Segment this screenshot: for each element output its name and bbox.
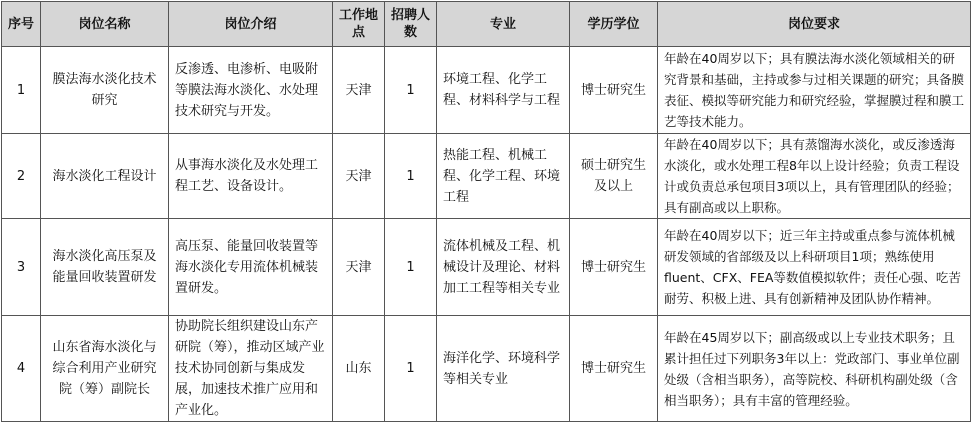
header-requirements: 岗位要求 bbox=[658, 2, 971, 47]
cell-requirements: 年龄在45周岁以下；副高级或以上专业技术职务；且累计担任过下列职务3年以上：党政部门、事业单位副处级（含相当职务），高等院校、科研机构副处级（含相当职务）；具有丰富的管理经验。 bbox=[658, 316, 971, 422]
header-location: 工作地点 bbox=[333, 2, 385, 47]
header-degree: 学历学位 bbox=[570, 2, 658, 47]
cell-seq: 4 bbox=[2, 316, 41, 422]
header-seq: 序号 bbox=[2, 2, 41, 47]
header-count: 招聘人数 bbox=[385, 2, 437, 47]
cell-position: 海水淡化高压泵及能量回收装置研发 bbox=[41, 219, 169, 316]
table-row bbox=[2, 134, 971, 219]
cell-seq: 3 bbox=[2, 219, 41, 316]
table-row bbox=[2, 316, 971, 422]
cell-degree: 博士研究生 bbox=[570, 47, 658, 134]
header-row bbox=[2, 2, 971, 47]
table-row bbox=[2, 219, 971, 316]
cell-requirements: 年龄在40周岁以下；具有膜法海水淡化领域相关的研究背景和基础，主持或参与过相关课题的研究；具备膜表征、模拟等研究能力和研究经验，掌握膜过程和膜工艺等技术能力。 bbox=[658, 47, 971, 134]
cell-degree: 硕士研究生及以上 bbox=[570, 134, 658, 219]
cell-location: 天津 bbox=[333, 219, 385, 316]
cell-major: 热能工程、机械工程、化学工程、环境工程 bbox=[437, 134, 570, 219]
cell-seq: 2 bbox=[2, 134, 41, 219]
cell-location: 天津 bbox=[333, 134, 385, 219]
cell-degree: 博士研究生 bbox=[570, 219, 658, 316]
cell-intro: 协助院长组织建设山东产研院（筹），推动区域产业技术协同创新与集成发展，加速技术推广应用和产业化。 bbox=[169, 316, 333, 422]
cell-intro: 从事海水淡化及水处理工程工艺、设备设计。 bbox=[169, 134, 333, 219]
cell-major: 流体机械及工程、机械设计及理论、材料加工工程等相关专业 bbox=[437, 219, 570, 316]
cell-degree: 博士研究生 bbox=[570, 316, 658, 422]
cell-position: 山东省海水淡化与综合利用产业研究院（筹）副院长 bbox=[41, 316, 169, 422]
header-intro: 岗位介绍 bbox=[169, 2, 333, 47]
cell-count: 1 bbox=[385, 316, 437, 422]
cell-requirements: 年龄在40周岁以下；近三年主持或重点参与流体机械研发领域的省部级及以上科研项目1项；熟练使用fluent、CFX、FEA等数值模拟软件；责任心强、吃苦耐劳、积极上进、具有创新精神及团队协作精神。 bbox=[658, 219, 971, 316]
cell-major: 海洋化学、环境科学等相关专业 bbox=[437, 316, 570, 422]
table-row bbox=[2, 47, 971, 134]
header-position: 岗位名称 bbox=[41, 2, 169, 47]
recruitment-table bbox=[1, 1, 971, 422]
cell-count: 1 bbox=[385, 47, 437, 134]
cell-seq: 1 bbox=[2, 47, 41, 134]
cell-intro: 反渗透、电渗析、电吸附等膜法海水淡化、水处理技术研究与开发。 bbox=[169, 47, 333, 134]
header-major: 专业 bbox=[437, 2, 570, 47]
cell-requirements: 年龄在40周岁以下；具有蒸馏海水淡化，或反渗透海水淡化，或水处理工程8年以上设计经验；负责工程设计或负责总承包项目3项以上，具有管理团队的经验；具有副高或以上职称。 bbox=[658, 134, 971, 219]
cell-location: 天津 bbox=[333, 47, 385, 134]
cell-count: 1 bbox=[385, 219, 437, 316]
cell-position: 膜法海水淡化技术研究 bbox=[41, 47, 169, 134]
cell-intro: 高压泵、能量回收装置等海水淡化专用流体机械装置研发。 bbox=[169, 219, 333, 316]
cell-count: 1 bbox=[385, 134, 437, 219]
cell-location: 山东 bbox=[333, 316, 385, 422]
cell-position: 海水淡化工程设计 bbox=[41, 134, 169, 219]
cell-major: 环境工程、化学工程、材料科学与工程 bbox=[437, 47, 570, 134]
